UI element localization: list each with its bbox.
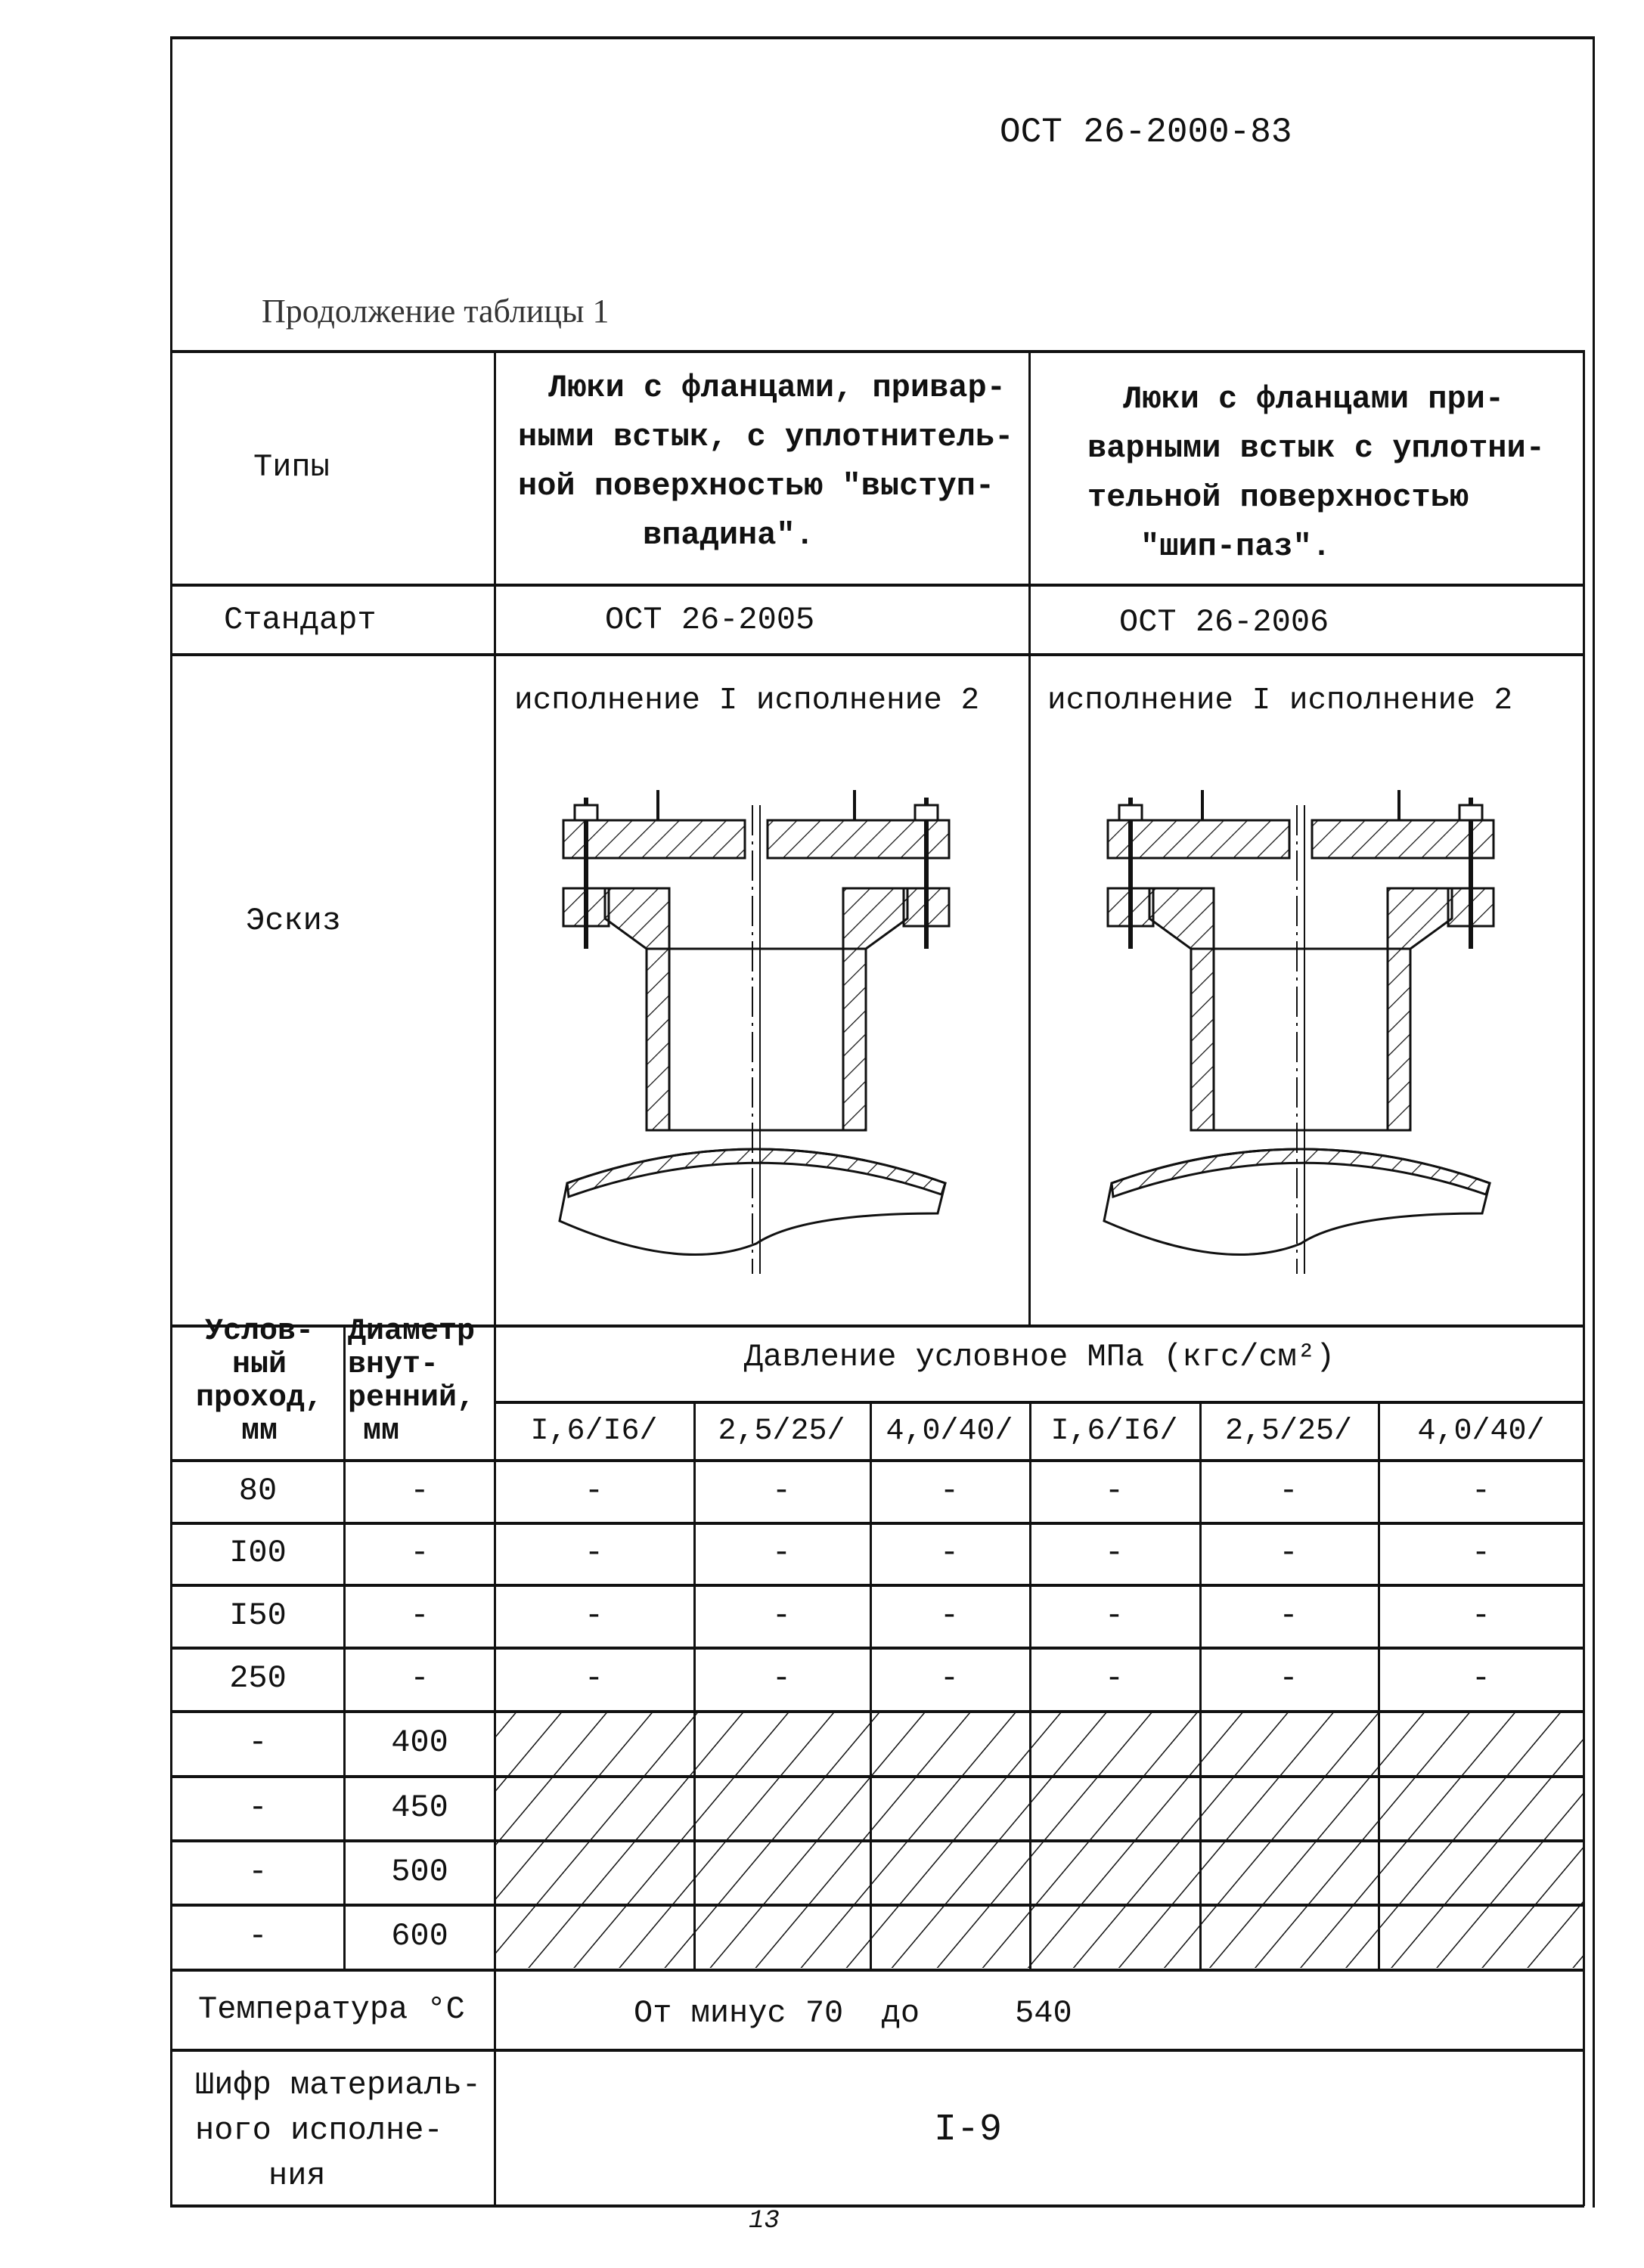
text-line: ния	[268, 2158, 326, 2194]
nominal-diameter-cell: I50	[229, 1597, 287, 1634]
pressure-cell: -	[1471, 1660, 1491, 1696]
sketch-ost-26-2006	[1104, 790, 1494, 1274]
nominal-diameter-cell: I00	[229, 1535, 287, 1571]
text-line: впадина".	[643, 517, 814, 553]
text-line: ренний,	[348, 1381, 476, 1415]
pressure-cell: -	[1104, 1473, 1124, 1509]
standard-1: ОСТ 26-2005	[605, 602, 815, 638]
pressure-cell: -	[771, 1597, 792, 1634]
pressure-cell: -	[1471, 1597, 1491, 1634]
text-line: тельной поверхностью	[1087, 479, 1469, 516]
pressure-column-header: 2,5/25/	[718, 1414, 845, 1448]
text-line: варными встык с уплотни-	[1087, 430, 1545, 466]
types-label: Типы	[253, 449, 330, 485]
text-line: ными встык, с уплотнитель-	[518, 419, 1014, 455]
temperature-label: Температура °С	[198, 1991, 465, 2028]
pressure-cell: -	[1104, 1660, 1124, 1696]
nominal-diameter-cell: 80	[238, 1473, 278, 1509]
nominal-diameter-cell: -	[248, 1918, 268, 1954]
hatched-not-applicable-area	[496, 1713, 1583, 1968]
nominal-diameter-cell: -	[248, 1724, 268, 1761]
sketch-ost-26-2005	[560, 790, 949, 1274]
inner-diameter-cell: -	[410, 1535, 430, 1571]
standard-2: ОСТ 26-2006	[1119, 604, 1329, 640]
document-code: ОСТ 26-2000-83	[1000, 113, 1292, 152]
pressure-cell: -	[584, 1473, 604, 1509]
pressure-cell: -	[584, 1597, 604, 1634]
pressure-cell: -	[1471, 1535, 1491, 1571]
text-line: ного исполне-	[195, 2112, 443, 2149]
pressure-cell: -	[1279, 1473, 1298, 1509]
pressure-cell: -	[1279, 1597, 1298, 1634]
pressure-cell: -	[1104, 1535, 1124, 1571]
pressure-cell: -	[939, 1660, 960, 1696]
variants-2: исполнение I исполнение 2	[1047, 683, 1513, 718]
pressure-cell: -	[939, 1535, 960, 1571]
pressure-cell: -	[1104, 1597, 1124, 1634]
sketch-label: Эскиз	[246, 903, 342, 939]
material-code: I-9	[934, 2108, 1003, 2152]
text-line: ный	[231, 1348, 287, 1382]
page-number: 13	[749, 2207, 780, 2235]
pressure-column-header: 4,0/40/	[1417, 1414, 1545, 1448]
pressure-header: Давление условное МПа (кгс/см²)	[743, 1339, 1335, 1375]
pressure-cell: -	[1279, 1535, 1298, 1571]
nominal-diameter-cell: -	[248, 1853, 268, 1890]
pressure-column-header: I,6/I6/	[1050, 1414, 1178, 1448]
inner-diameter-cell: -	[410, 1597, 430, 1634]
inner-diameter-cell: 600	[391, 1918, 448, 1954]
inner-diameter-cell: 500	[391, 1853, 448, 1890]
text-line: Услов-	[204, 1315, 315, 1349]
text-line: мм	[363, 1414, 400, 1448]
inner-diameter-cell: -	[410, 1660, 430, 1696]
pressure-cell: -	[939, 1597, 960, 1634]
text-line: "шип-паз".	[1140, 528, 1332, 565]
text-line: проход,	[195, 1381, 324, 1415]
pressure-column-header: 4,0/40/	[886, 1414, 1013, 1448]
nominal-diameter-cell: 250	[229, 1660, 287, 1696]
text-line: ной поверхностью "выступ-	[518, 468, 995, 504]
text-line: Диаметр	[348, 1315, 476, 1349]
pressure-cell: -	[1279, 1660, 1298, 1696]
pressure-cell: -	[771, 1660, 792, 1696]
pressure-cell: -	[771, 1473, 792, 1509]
pressure-column-header: 2,5/25/	[1224, 1414, 1353, 1448]
variants-1: исполнение I исполнение 2	[514, 683, 980, 718]
nominal-diameter-cell: -	[248, 1789, 268, 1826]
inner-diameter-cell: -	[410, 1473, 430, 1509]
text-line: мм	[240, 1414, 278, 1448]
text-line: Шифр материаль-	[195, 2067, 482, 2103]
pressure-cell: -	[771, 1535, 792, 1571]
pressure-cell: -	[584, 1660, 604, 1696]
continuation-caption: Продолжение таблицы 1	[262, 293, 610, 330]
text-line: внут-	[348, 1348, 439, 1382]
inner-diameter-cell: 400	[391, 1724, 448, 1761]
text-line: Люки с фланцами при-	[1123, 381, 1505, 417]
pressure-cell: -	[584, 1535, 604, 1571]
text-line: Люки с фланцами, привар-	[548, 370, 1006, 406]
standard-label: Стандарт	[224, 602, 377, 638]
pressure-column-header: I,6/I6/	[530, 1414, 658, 1448]
inner-diameter-cell: 450	[391, 1789, 448, 1826]
temperature-range: От минус 70 до 540	[634, 1995, 1072, 2031]
pressure-cell: -	[939, 1473, 960, 1509]
pressure-cell: -	[1471, 1473, 1491, 1509]
